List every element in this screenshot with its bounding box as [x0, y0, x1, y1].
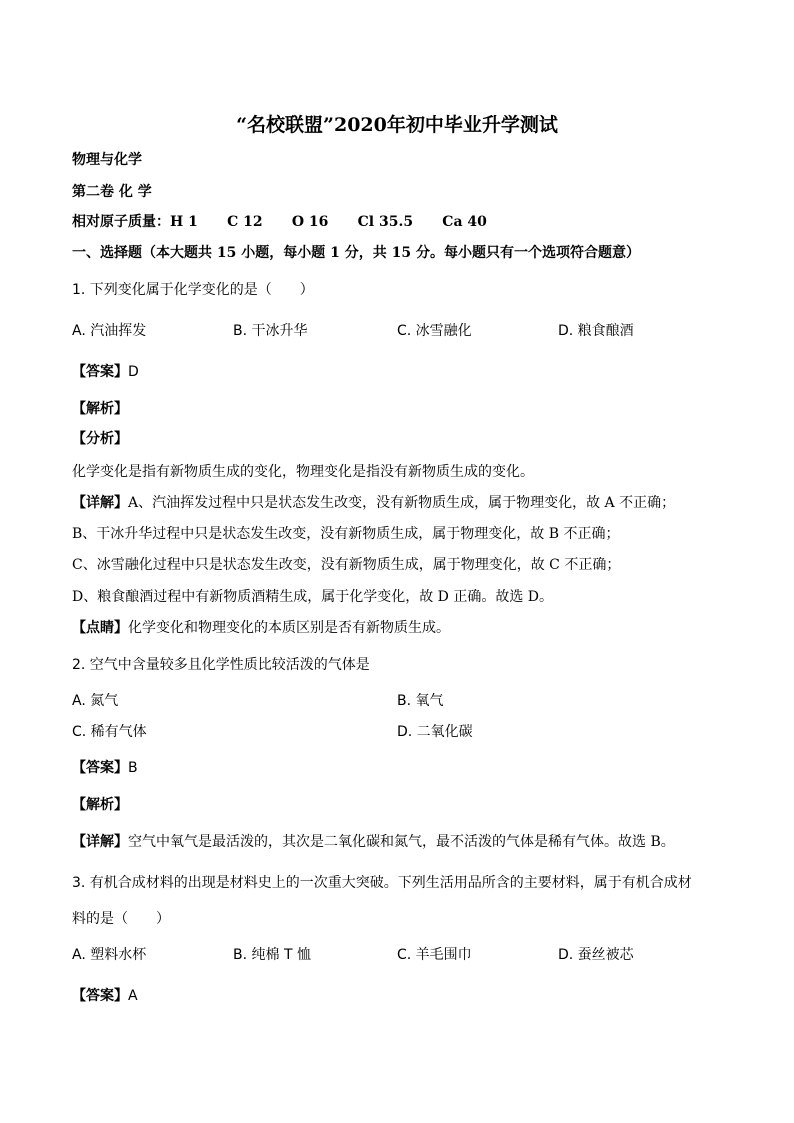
- q3-option-b: B. 纯棉 T 恤: [233, 947, 311, 963]
- q1-analysis-label: 【解析】: [72, 401, 128, 417]
- question-2-stem: 2. 空气中含量较多且化学性质比较活泼的气体是: [72, 657, 370, 673]
- q1-detail-b: B、干冰升华过程中只是状态发生改变，没有新物质生成，属于物理变化，故 B 不正确；: [72, 526, 620, 542]
- q2-analysis-label: 【解析】: [72, 797, 128, 813]
- exam-title: “名校联盟”2020年初中毕业升学测试: [236, 114, 558, 136]
- q1-point-label: 【点睛】: [72, 620, 128, 636]
- q1-detail-c: C、冰雪融化过程中只是状态发生改变，没有新物质生成，属于物理变化，故 C 不正确；: [72, 557, 621, 573]
- q1-point: [72, 618, 450, 638]
- atomic-mass-line: 相对原子质量：H 1 C 12 O 16 Cl 35.5 Ca 40: [72, 214, 487, 230]
- q3-option-d: D. 蚕丝被芯: [558, 947, 634, 963]
- q1-answer: [72, 362, 139, 382]
- q3-option-a: A. 塑料水杯: [72, 947, 147, 963]
- q2-option-b: B. 氧气: [397, 693, 444, 709]
- q1-detail: [72, 493, 675, 513]
- q3-answer: [72, 986, 138, 1006]
- q1-answer-value: D: [128, 364, 139, 380]
- q1-fenxi-label: 【分析】: [72, 431, 128, 447]
- q2-detail: [72, 832, 675, 852]
- q3-option-c: C. 羊毛围巾: [397, 947, 472, 963]
- q2-option-d: D. 二氧化碳: [397, 724, 473, 740]
- q1-detail-label: 【详解】: [72, 495, 128, 511]
- q1-detail-d: D、粮食酿酒过程中有新物质酒精生成，属于化学变化，故 D 正确。故选 D。: [72, 589, 554, 605]
- q1-option-a: A. 汽油挥发: [72, 323, 147, 339]
- q2-answer-value: B: [128, 760, 138, 776]
- q3-answer-label: 【答案】: [72, 988, 128, 1004]
- q3-answer-value: A: [128, 988, 138, 1004]
- q1-option-c: C. 冰雪融化: [397, 323, 472, 339]
- q2-option-a: A. 氮气: [72, 693, 119, 709]
- q1-option-d: D. 粮食酿酒: [558, 323, 634, 339]
- q1-option-b: B. 干冰升华: [233, 323, 308, 339]
- q2-option-c: C. 稀有气体: [72, 724, 147, 740]
- q2-answer: [72, 758, 138, 778]
- q2-detail-label: 【详解】: [72, 834, 128, 850]
- question-1-stem: 1. 下列变化属于化学变化的是（ ）: [72, 282, 314, 298]
- question-3-stem-line2: 料的是（ ）: [72, 911, 170, 927]
- q1-detail-a: A、汽油挥发过程中只是状态发生改变，没有新物质生成，属于物理变化，故 A 不正确；: [128, 495, 676, 511]
- q1-fenxi-text: 化学变化是指有新物质生成的变化，物理变化是指没有新物质生成的变化。: [72, 464, 534, 480]
- q1-answer-label: 【答案】: [72, 364, 128, 380]
- section-heading: 一、选择题（本大题共 15 小题，每小题 1 分，共 15 分。每小题只有一个选项符合题意）: [72, 245, 640, 261]
- part-heading: 第二卷 化 学: [72, 184, 152, 200]
- question-3-stem-line1: 3. 有机合成材料的出现是材料史上的一次重大突破。下列生活用品所含的主要材料，属于有机合成材: [72, 875, 692, 891]
- q1-point-text: 化学变化和物理变化的本质区别是否有新物质生成。: [128, 620, 450, 636]
- q2-answer-label: 【答案】: [72, 760, 128, 776]
- q2-detail-text: 空气中氧气是最活泼的，其次是二氧化碳和氮气，最不活泼的气体是稀有气体。故选 B。: [128, 834, 675, 850]
- subject-heading: 物理与化学: [72, 152, 142, 168]
